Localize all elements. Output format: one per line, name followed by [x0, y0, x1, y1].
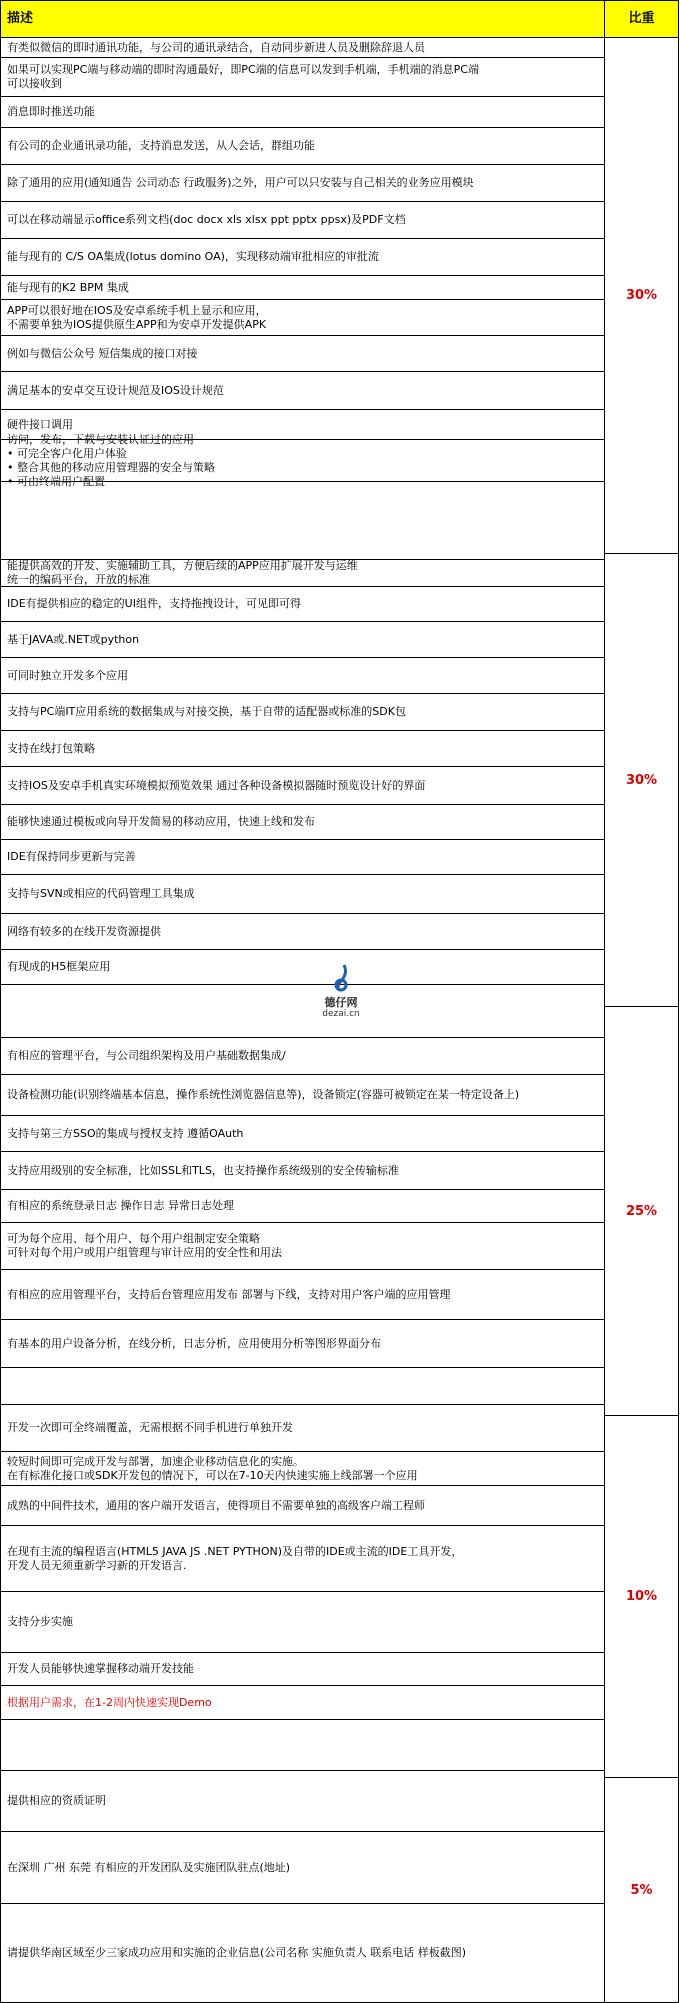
- watermark-domain: dezai.cn: [322, 1009, 360, 1019]
- requirement-row: 网络有较多的在线开发资源提供: [0, 914, 605, 950]
- weight-cell: 30%: [604, 38, 679, 554]
- requirement-row: 在现有主流的编程语言(HTML5 JAVA JS .NET PYTHON)及自带的IDE或主流的IDE工具开发， 开发人员无须重新学习新的开发语言.: [0, 1526, 605, 1592]
- requirement-row: 可为每个应用、每个用户、每个用户组制定安全策略 可针对每个用户或用户组管理与审计应用的安全性和用法: [0, 1223, 605, 1270]
- requirement-row: 能提供高效的开发、实施辅助工具，方便后续的APP应用扩展开发与运维 统一的编码平台，开放的标准: [0, 560, 605, 587]
- requirement-row: IDE有保持同步更新与完善: [0, 840, 605, 875]
- requirement-row: 有相应的系统登录日志 操作日志 异常日志处理: [0, 1190, 605, 1223]
- requirement-row: 设备检测功能(识别终端基本信息，操作系统性浏览器信息等)，设备锁定(容器可被锁定在某一特定设备上): [0, 1075, 605, 1116]
- requirement-row: 支持IOS及安卓手机真实环境模拟预览效果 通过各种设备模拟器随时预览设计好的界面: [0, 767, 605, 805]
- requirement-row: 支持与SVN或相应的代码管理工具集成: [0, 875, 605, 914]
- blank-row: [0, 985, 605, 1038]
- requirement-row: 有公司的企业通讯录功能，支持消息发送，从人会话，群组功能: [0, 128, 605, 165]
- requirement-row: 例如与微信公众号 短信集成的接口对接: [0, 336, 605, 372]
- requirement-row: 有相应的管理平台，与公司组织架构及用户基础数据集成/: [0, 1038, 605, 1075]
- requirement-row: 如果可以实现PC端与移动端的即时沟通最好，即PC端的信息可以发到手机端，手机端的消息PC端 可以接收到: [0, 58, 605, 97]
- blank-row: [0, 1720, 605, 1771]
- requirement-row: 硬件接口调用: [0, 410, 605, 440]
- requirement-row: 能够快速通过模板或向导开发简易的移动应用，快速上线和发布: [0, 805, 605, 840]
- blank-row: [0, 482, 605, 560]
- requirement-row: 开发一次即可全终端覆盖，无需根据不同手机进行单独开发: [0, 1405, 605, 1452]
- weight-cell: 30%: [604, 554, 679, 1007]
- requirement-row: 除了通用的应用(通知通告 公司动态 行政服务)之外，用户可以只安装与自己相关的业务应用模块: [0, 165, 605, 202]
- requirement-row: 请提供华南区域至少三家成功应用和实施的企业信息(公司名称 实施负责人 联系电话 样板截图): [0, 1904, 605, 2003]
- requirement-row: APP可以很好地在IOS及安卓系统手机上显示和应用， 不需要单独为IOS提供原生APP和为安卓开发提供APK: [0, 300, 605, 336]
- blank-row: [0, 1368, 605, 1405]
- requirement-row: 有相应的应用管理平台，支持后台管理应用发布 部署与下线，支持对用户客户端的应用管理: [0, 1270, 605, 1320]
- requirement-row: 可以在移动端显示office系列文档(doc docx xls xlsx ppt pptx ppsx)及PDF文档: [0, 202, 605, 239]
- requirement-row: 成熟的中间件技术，通用的客户端开发语言，使得项目不需要单独的高级客户端工程师: [0, 1486, 605, 1526]
- watermark-brand: 德仔网: [324, 996, 358, 1009]
- watermark: [311, 963, 371, 1023]
- requirement-row: 满足基本的安卓交互设计规范及IOS设计规范: [0, 372, 605, 410]
- requirement-row: 访问，发布，下载与安装认证过的应用 • 可完全客户化用户体验 • 整合其他的移动应用管理器的安全与策略 • 可由终端用户配置: [0, 440, 605, 482]
- requirement-row: 有类似微信的即时通讯功能，与公司的通讯录结合，自动同步新进人员及删除辞退人员: [0, 38, 605, 58]
- requirement-row: 消息即时推送功能: [0, 97, 605, 128]
- weight-cell: 5%: [604, 1778, 679, 2003]
- requirement-row: 能与现有的 C/S OA集成(lotus domino OA)，实现移动端审批相应的审批流: [0, 239, 605, 276]
- requirement-row: 开发人员能够快速掌握移动端开发技能: [0, 1653, 605, 1686]
- header-description: 描述: [0, 0, 605, 38]
- requirement-row: 提供相应的资质证明: [0, 1771, 605, 1832]
- requirement-row: 支持在线打包策略: [0, 731, 605, 767]
- requirement-row: IDE有提供相应的稳定的UI组件，支持拖拽设计，可见即可得: [0, 587, 605, 622]
- requirement-row: 较短时间即可完成开发与部署，加速企业移动信息化的实施。 在有标准化接口或SDK开发包的情况下，可以在7-10天内快速实施上线部署一个应用: [0, 1452, 605, 1486]
- requirement-row: 有现成的H5框架应用: [0, 950, 605, 985]
- weight-cell: 25%: [604, 1007, 679, 1416]
- requirement-row: 支持与第三方SSO的集成与授权支持 遵循OAuth: [0, 1116, 605, 1152]
- watermark-logo-icon: [330, 963, 352, 993]
- requirement-row: 能与现有的K2 BPM 集成: [0, 276, 605, 300]
- requirement-row: 支持分步实施: [0, 1592, 605, 1653]
- requirement-row: 基于JAVA或.NET或python: [0, 622, 605, 658]
- header-weight: 比重: [604, 0, 679, 38]
- requirement-row: 可同时独立开发多个应用: [0, 658, 605, 694]
- requirement-row: 在深圳 广州 东莞 有相应的开发团队及实施团队驻点(地址): [0, 1832, 605, 1904]
- requirement-row: 有基本的用户设备分析，在线分析，日志分析，应用使用分析等图形界面分布: [0, 1320, 605, 1368]
- requirement-row: 支持与PC端IT应用系统的数据集成与对接交换，基于自带的适配器或标准的SDK包: [0, 694, 605, 731]
- requirement-row: 根据用户需求，在1-2周内快速实现Demo: [0, 1686, 605, 1720]
- weight-cell: 10%: [604, 1416, 679, 1778]
- requirement-row: 支持应用级别的安全标准，比如SSL和TLS，也支持操作系统级别的安全传输标准: [0, 1152, 605, 1190]
